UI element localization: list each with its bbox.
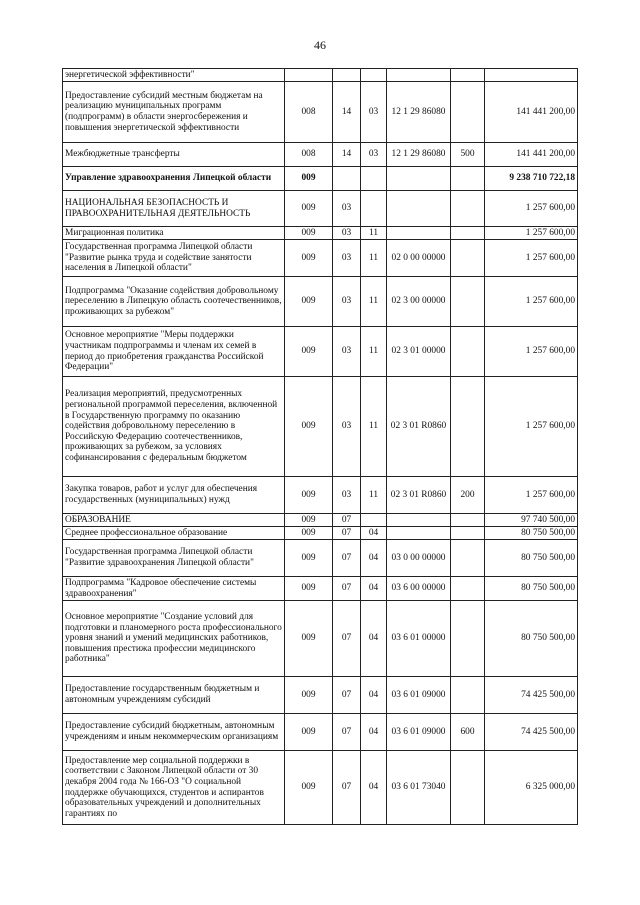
expense-type-cell [451, 277, 485, 327]
table-row [63, 191, 578, 227]
row-name-cell: Предоставление мер социальной поддержки в соответствии с Законом Липецкой области от 30 декабря 2004 года № 166-ОЗ "О социальной поддержке обучающихся, студентов и аспирантов образовательных учреждений и дополнительных гарантиях по [63, 751, 285, 825]
target-article-cell: 03 6 01 00000 [387, 601, 451, 677]
table-row [63, 227, 578, 240]
amount-cell: 1 257 600,00 [485, 477, 578, 514]
section-code-cell: 03 [333, 377, 361, 477]
subsection-code-cell [361, 514, 387, 527]
target-article-cell: 02 3 01 R0860 [387, 477, 451, 514]
subsection-code-cell: 11 [361, 227, 387, 240]
expense-type-cell [451, 240, 485, 277]
ministry-code-cell: 009 [285, 540, 333, 577]
target-article-cell [387, 514, 451, 527]
amount-cell: 1 257 600,00 [485, 227, 578, 240]
target-article-cell: 12 1 29 86080 [387, 82, 451, 143]
amount-cell: 6 325 000,00 [485, 751, 578, 825]
subsection-code-cell: 11 [361, 327, 387, 377]
row-name-cell: Основное мероприятие "Меры поддержки участникам подпрограммы и членам их семей в период до приобретения гражданства Российской Федерации" [63, 327, 285, 377]
row-name-cell: Подпрограмма "Оказание содействия добровольному переселению в Липецкую область соотечественников, проживающих за рубежом" [63, 277, 285, 327]
table-row [63, 527, 578, 540]
page-number: 46 [314, 38, 326, 52]
ministry-code-cell: 008 [285, 143, 333, 167]
subsection-code-cell: 03 [361, 82, 387, 143]
ministry-code-cell: 009 [285, 751, 333, 825]
target-article-cell: 02 3 01 00000 [387, 327, 451, 377]
amount-cell: 1 257 600,00 [485, 377, 578, 477]
amount-cell: 1 257 600,00 [485, 191, 578, 227]
table-row [63, 327, 578, 377]
row-name-cell: ОБРАЗОВАНИЕ [63, 514, 285, 527]
amount-cell: 1 257 600,00 [485, 327, 578, 377]
table-row [63, 514, 578, 527]
amount-cell: 1 257 600,00 [485, 240, 578, 277]
section-code-cell: 03 [333, 327, 361, 377]
table-row [63, 601, 578, 677]
target-article-cell: 03 6 00 00000 [387, 577, 451, 601]
amount-cell: 1 257 600,00 [485, 277, 578, 327]
row-name-cell: Государственная программа Липецкой области "Развитие здравоохранения Липецкой области" [63, 540, 285, 577]
budget-table [62, 68, 578, 825]
ministry-code-cell: 009 [285, 714, 333, 751]
amount-cell: 141 441 200,00 [485, 82, 578, 143]
section-code-cell: 07 [333, 577, 361, 601]
subsection-code-cell [361, 69, 387, 82]
row-name-cell: Предоставление государственным бюджетным и автономным учреждениям субсидий [63, 677, 285, 714]
amount-cell: 80 750 500,00 [485, 527, 578, 540]
expense-type-cell [451, 751, 485, 825]
target-article-cell: 02 0 00 00000 [387, 240, 451, 277]
section-code-cell: 07 [333, 751, 361, 825]
row-name-cell: Предоставление субсидий местным бюджетам на реализацию муниципальных программ (подпрограмм) в области энергосбережения и повышения энергетической эффективности [63, 82, 285, 143]
expense-type-cell [451, 327, 485, 377]
section-code-cell: 14 [333, 82, 361, 143]
section-code-cell: 03 [333, 277, 361, 327]
row-name-cell: Подпрограмма "Кадровое обеспечение системы здравоохранения" [63, 577, 285, 601]
ministry-code-cell [285, 69, 333, 82]
section-code-cell: 03 [333, 477, 361, 514]
table-row [63, 677, 578, 714]
expense-type-cell [451, 677, 485, 714]
amount-cell [485, 69, 578, 82]
subsection-code-cell: 04 [361, 751, 387, 825]
row-name-cell: Закупка товаров, работ и услуг для обеспечения государственных (муниципальных) нужд [63, 477, 285, 514]
subsection-code-cell: 11 [361, 240, 387, 277]
ministry-code-cell: 009 [285, 227, 333, 240]
ministry-code-cell: 008 [285, 82, 333, 143]
row-name-cell: Межбюджетные трансферты [63, 143, 285, 167]
expense-type-cell [451, 191, 485, 227]
expense-type-cell: 600 [451, 714, 485, 751]
subsection-code-cell: 04 [361, 601, 387, 677]
section-code-cell [333, 69, 361, 82]
expense-type-cell [451, 227, 485, 240]
section-code-cell: 07 [333, 540, 361, 577]
row-name-cell: Основное мероприятие "Создание условий для подготовки и планомерного роста профессионального уровня знаний и умений медицинских работников, повышения престижа профессии медицинского работника" [63, 601, 285, 677]
subsection-code-cell: 11 [361, 377, 387, 477]
row-name-cell: Государственная программа Липецкой области "Развитие рынка труда и содействие занятости населения в Липецкой области" [63, 240, 285, 277]
section-code-cell [333, 167, 361, 191]
section-code-cell: 03 [333, 240, 361, 277]
target-article-cell: 02 3 01 R0860 [387, 377, 451, 477]
ministry-code-cell: 009 [285, 577, 333, 601]
ministry-code-cell: 009 [285, 167, 333, 191]
ministry-code-cell: 009 [285, 477, 333, 514]
table-row [63, 540, 578, 577]
target-article-cell: 03 6 01 09000 [387, 714, 451, 751]
table-row [63, 477, 578, 514]
ministry-code-cell: 009 [285, 677, 333, 714]
target-article-cell [387, 191, 451, 227]
target-article-cell [387, 527, 451, 540]
target-article-cell: 03 6 01 73040 [387, 751, 451, 825]
target-article-cell [387, 167, 451, 191]
table-row [63, 143, 578, 167]
table-row [63, 82, 578, 143]
ministry-code-cell: 009 [285, 327, 333, 377]
table-row [63, 377, 578, 477]
expense-type-cell [451, 577, 485, 601]
subsection-code-cell [361, 191, 387, 227]
row-name-cell: Предоставление субсидий бюджетным, автономным учреждениям и иным некоммерческим организациям [63, 714, 285, 751]
amount-cell: 97 740 500,00 [485, 514, 578, 527]
subsection-code-cell: 03 [361, 143, 387, 167]
expense-type-cell [451, 601, 485, 677]
expense-type-cell [451, 377, 485, 477]
row-name-cell: Управление здравоохранения Липецкой области [63, 167, 285, 191]
amount-cell: 141 441 200,00 [485, 143, 578, 167]
target-article-cell [387, 227, 451, 240]
subsection-code-cell: 04 [361, 714, 387, 751]
subsection-code-cell [361, 167, 387, 191]
ministry-code-cell: 009 [285, 240, 333, 277]
budget-table-body [63, 69, 578, 825]
section-code-cell: 03 [333, 191, 361, 227]
ministry-code-cell: 009 [285, 527, 333, 540]
subsection-code-cell: 04 [361, 577, 387, 601]
row-name-cell: НАЦИОНАЛЬНАЯ БЕЗОПАСНОСТЬ И ПРАВООХРАНИТЕЛЬНАЯ ДЕЯТЕЛЬНОСТЬ [63, 191, 285, 227]
expense-type-cell [451, 69, 485, 82]
amount-cell: 74 425 500,00 [485, 677, 578, 714]
subsection-code-cell: 11 [361, 477, 387, 514]
table-row [63, 167, 578, 191]
ministry-code-cell: 009 [285, 377, 333, 477]
ministry-code-cell: 009 [285, 601, 333, 677]
row-name-cell: Миграционная политика [63, 227, 285, 240]
amount-cell: 80 750 500,00 [485, 577, 578, 601]
amount-cell: 74 425 500,00 [485, 714, 578, 751]
expense-type-cell [451, 540, 485, 577]
subsection-code-cell: 04 [361, 540, 387, 577]
target-article-cell: 03 0 00 00000 [387, 540, 451, 577]
table-row [63, 69, 578, 82]
ministry-code-cell: 009 [285, 191, 333, 227]
subsection-code-cell: 11 [361, 277, 387, 327]
amount-cell: 80 750 500,00 [485, 601, 578, 677]
table-row [63, 714, 578, 751]
amount-cell: 9 238 710 722,18 [485, 167, 578, 191]
expense-type-cell: 500 [451, 143, 485, 167]
table-row [63, 240, 578, 277]
expense-type-cell [451, 167, 485, 191]
section-code-cell: 07 [333, 514, 361, 527]
subsection-code-cell: 04 [361, 527, 387, 540]
table-row [63, 277, 578, 327]
subsection-code-cell: 04 [361, 677, 387, 714]
section-code-cell: 03 [333, 227, 361, 240]
target-article-cell: 12 1 29 86080 [387, 143, 451, 167]
expense-type-cell [451, 527, 485, 540]
target-article-cell [387, 69, 451, 82]
table-row [63, 751, 578, 825]
section-code-cell: 14 [333, 143, 361, 167]
target-article-cell: 02 3 00 00000 [387, 277, 451, 327]
row-name-cell: энергетической эффективности" [63, 69, 285, 82]
amount-cell: 80 750 500,00 [485, 540, 578, 577]
section-code-cell: 07 [333, 677, 361, 714]
expense-type-cell: 200 [451, 477, 485, 514]
expense-type-cell [451, 82, 485, 143]
ministry-code-cell: 009 [285, 514, 333, 527]
section-code-cell: 07 [333, 527, 361, 540]
row-name-cell: Реализация мероприятий, предусмотренных региональной программой переселения, включенной в Государственную программу по оказанию содействия добровольному переселению в Российскую Федерацию соотечественников, проживающих за рубежом, за условиях софинансирования с федеральным бюджетом [63, 377, 285, 477]
section-code-cell: 07 [333, 714, 361, 751]
target-article-cell: 03 6 01 09000 [387, 677, 451, 714]
section-code-cell: 07 [333, 601, 361, 677]
ministry-code-cell: 009 [285, 277, 333, 327]
table-row [63, 577, 578, 601]
row-name-cell: Среднее профессиональное образование [63, 527, 285, 540]
expense-type-cell [451, 514, 485, 527]
